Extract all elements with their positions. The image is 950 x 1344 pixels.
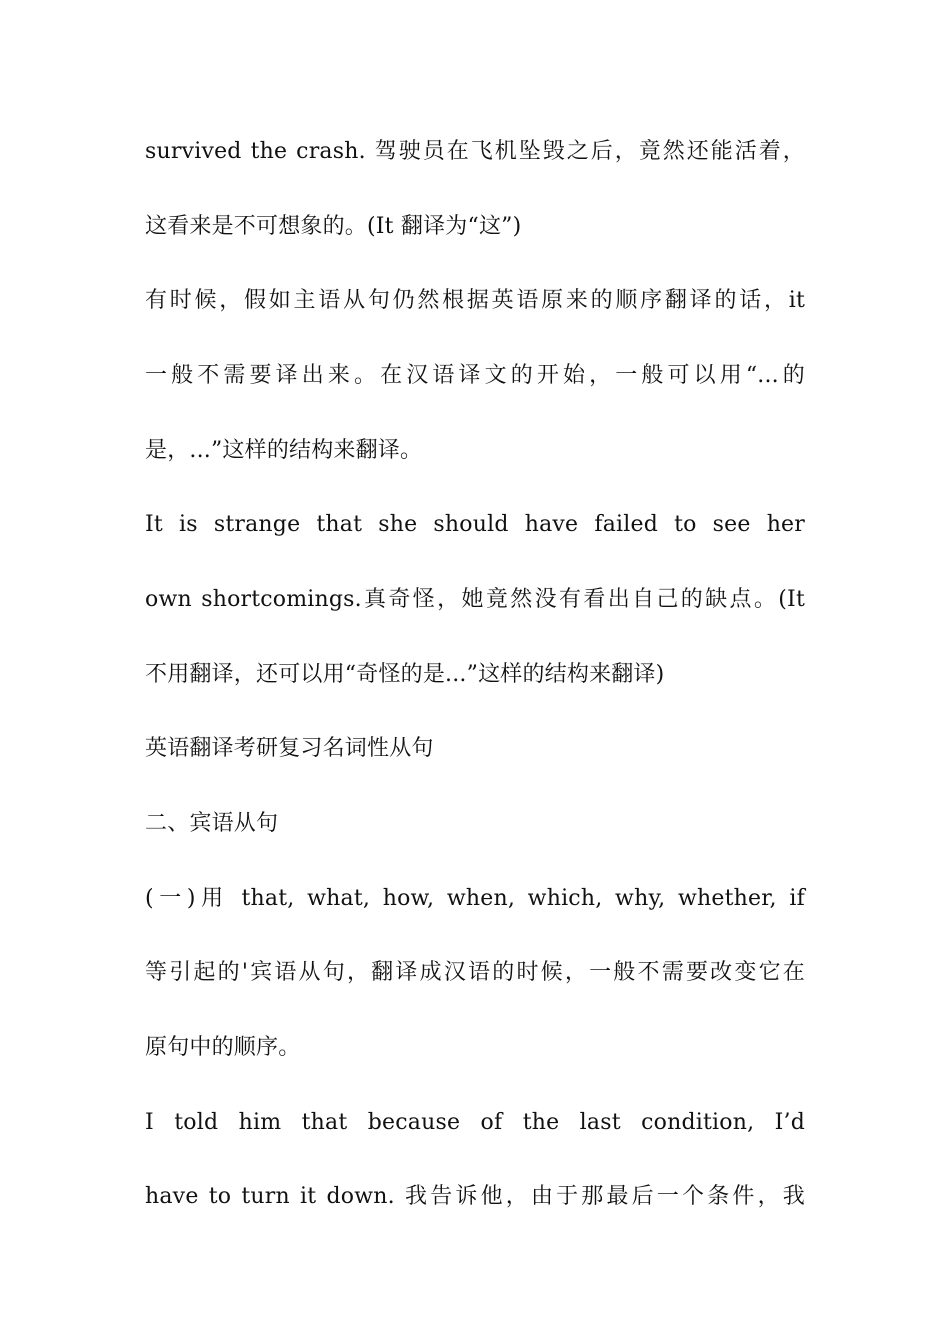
text-line-11: (一)用 that, what, how, when, which, why, whether, if [145,886,805,911]
text-line-8: 不用翻译，还可以用“奇怪的是...”这样的结构来翻译) [145,662,665,687]
text-line-1: survived the crash. 驾驶员在飞机坠毁之后，竟然还能活着， [145,139,805,164]
text-line-2: 这看来是不可想象的。(It 翻译为“这”) [145,214,522,239]
text-line-15: have to turn it down. 我告诉他，由于那最后一个条件，我 [145,1184,805,1209]
text-line-7: own shortcomings.真奇怪，她竟然没有看出自己的缺点。(It [145,587,805,612]
text-line-3: 有时候，假如主语从句仍然根据英语原来的顺序翻译的话，it [145,288,805,313]
text-line-12: 等引起的'宾语从句，翻译成汉语的时候，一般不需要改变它在 [145,960,805,985]
text-line-13: 原句中的顺序。 [145,1035,301,1060]
text-line-4: 一般不需要译出来。在汉语译文的开始，一般可以用“...的 [145,363,805,388]
subsection-heading: 二、宾语从句 [145,811,279,836]
section-heading: 英语翻译考研复习名词性从句 [145,736,434,761]
text-line-6: It is strange that she should have failed to see her [145,512,805,537]
text-line-14: I told him that because of the last condition, I’d [145,1110,805,1135]
text-line-5: 是，...”这样的结构来翻译。 [145,438,423,463]
